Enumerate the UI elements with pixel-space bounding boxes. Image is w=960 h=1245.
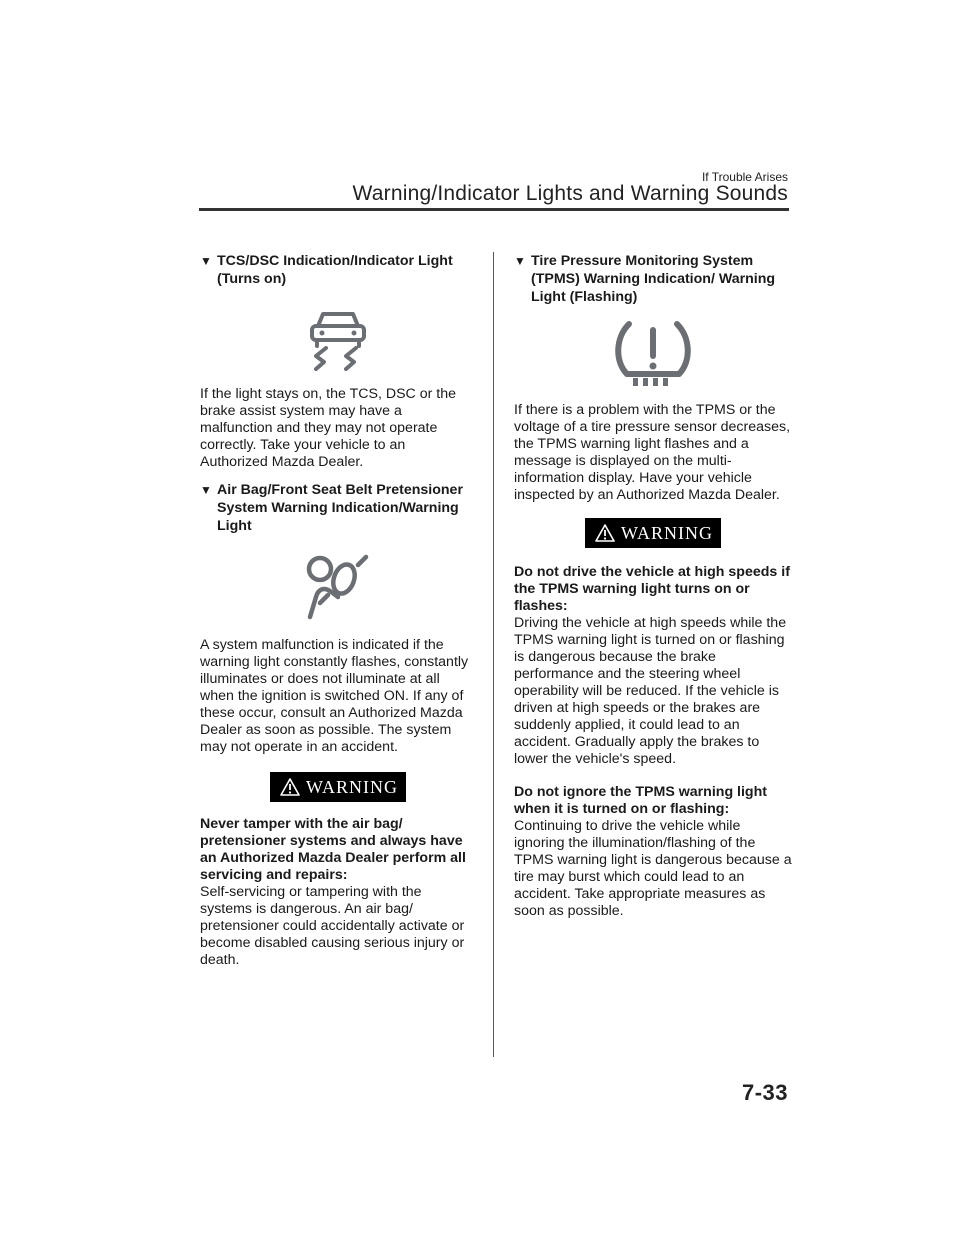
left-column — [200, 252, 476, 969]
triangle-marker-icon: ▼ — [200, 483, 212, 497]
triangle-marker-icon: ▼ — [514, 254, 526, 268]
header-rule — [199, 208, 789, 211]
tpms-warning-bold-1: Do not drive the vehicle at high speeds if the TPMS warning light turns on or flashes: — [514, 564, 790, 614]
tcs-body: If the light stays on, the TCS, DSC or the brake assist system may have a malfunction and they may not operate correctly. Take your vehicle to an Authorized Mazda Dealer. — [200, 386, 457, 470]
airbag-heading — [200, 481, 476, 535]
airbag-body: A system malfunction is indicated if the warning light constantly flashes, constantly illuminates or does not illuminate at all when the ignition is switched ON. If any of these occur, consult an Authorized Mazda Dealer as soon as possible. The system may not operate in an accident. — [200, 637, 469, 755]
airbag-icon — [300, 553, 376, 625]
warning-label: WARNING — [621, 522, 713, 543]
triangle-marker-icon: ▼ — [200, 254, 212, 268]
warning-badge — [585, 518, 721, 548]
right-column — [514, 252, 792, 920]
airbag-warning-bold: Never tamper with the air bag/ pretensioner systems and always have an Authorized Mazda Dealer perform all servicing and repairs: — [200, 816, 466, 883]
airbag-warning-body: Self-servicing or tampering with the systems is dangerous. An air bag/ pretensioner could accidentally activate or become disabled causing serious injury or death. — [200, 884, 465, 968]
airbag-heading-text: Air Bag/Front Seat Belt Pretensioner System Warning Indication/Warning Light — [217, 482, 463, 534]
tpms-warning-body-2: Continuing to drive the vehicle while ignoring the illumination/flashing of the TPMS warning light is dangerous because a tire may burst which could lead to an accident. Take appropriate measures as soon as possible. — [514, 818, 792, 919]
warning-badge — [270, 772, 406, 802]
warning-label: WARNING — [306, 776, 398, 797]
tpms-warning-bold-2: Do not ignore the TPMS warning light when it is turned on or flashing: — [514, 784, 767, 817]
tcs-heading-text: TCS/DSC Indication/Indicator Light (Turns on) — [217, 253, 453, 287]
tpms-icon — [613, 320, 693, 388]
tcs-dsc-icon — [304, 306, 372, 374]
chapter-title: Warning/Indicator Lights and Warning Sounds — [352, 182, 788, 205]
tpms-heading — [514, 252, 792, 306]
caution-triangle-icon — [280, 778, 300, 796]
tpms-heading-text: Tire Pressure Monitoring System (TPMS) Warning Indication/ Warning Light (Flashing) — [531, 253, 776, 305]
column-divider — [493, 252, 494, 1057]
tpms-body: If there is a problem with the TPMS or the voltage of a tire pressure sensor decreases, the TPMS warning light flashes and a message is displayed on the multi-information display. Have your vehicle inspected by an Authorized Mazda Dealer. — [514, 402, 791, 503]
tcs-heading — [200, 252, 476, 288]
section-label: If Trouble Arises — [701, 170, 788, 184]
tpms-warning-body-1: Driving the vehicle at high speeds while the TPMS warning light is turned on or flashing is dangerous because the brake performance and the steering wheel operability will be reduced. If the vehicle is driven at high speeds or the brakes are suddenly applied, it could lead to an accident. Gradually apply the brakes to lower the vehicle's speed. — [514, 615, 787, 767]
page-number: 7-33 — [741, 1080, 788, 1105]
caution-triangle-icon — [595, 524, 615, 542]
